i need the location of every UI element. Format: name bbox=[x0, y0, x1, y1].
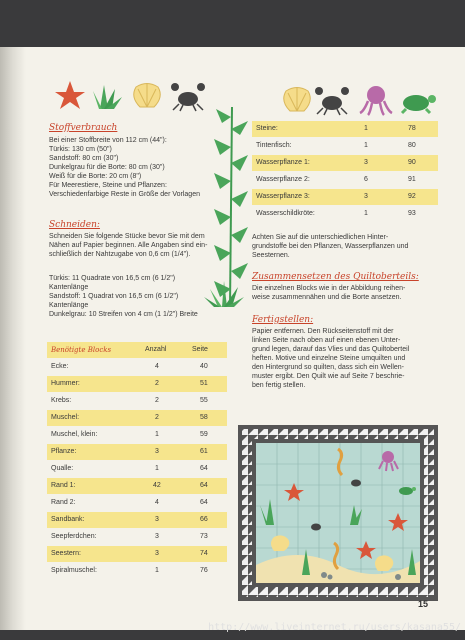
materials-line: Türkis: 130 cm (50") bbox=[49, 146, 112, 153]
block-page: 64 bbox=[200, 499, 208, 506]
block-name: Seepferdchen: bbox=[51, 533, 97, 540]
block-count: 1 bbox=[155, 567, 159, 574]
table-row bbox=[47, 359, 227, 375]
block-count: 3 bbox=[155, 448, 159, 455]
header-page: Seite bbox=[192, 346, 208, 353]
table-row bbox=[47, 529, 227, 545]
block-count: 3 bbox=[364, 159, 368, 166]
block-count: 4 bbox=[155, 363, 159, 370]
cutting-detail-line: Sandstoff: 1 Quadrat von 16,5 cm (6 1/2") bbox=[49, 293, 179, 300]
table-row bbox=[47, 410, 227, 426]
block-name: Spiralmuschel: bbox=[51, 567, 97, 574]
block-page: 64 bbox=[200, 465, 208, 472]
materials-line: Bei einer Stoffbreite von 112 cm (44"): bbox=[49, 137, 167, 144]
table-row bbox=[47, 461, 227, 477]
cutting-intro-line: schließlich der Nahtzugabe von 0,6 cm (1/4"). bbox=[49, 251, 191, 258]
motif-row-left bbox=[52, 77, 212, 113]
block-count: 3 bbox=[155, 533, 159, 540]
block-name: Tintenfisch: bbox=[256, 142, 292, 149]
materials-line: Für Meerestiere, Steine und Pflanzen: bbox=[49, 182, 167, 189]
block-page: 91 bbox=[408, 176, 416, 183]
finishing-heading: Fertigstellen: bbox=[252, 315, 314, 325]
block-page: 93 bbox=[408, 210, 416, 217]
block-count: 2 bbox=[155, 380, 159, 387]
quilt-illustration bbox=[238, 425, 438, 601]
finishing-line: ben fertig stellen. bbox=[252, 382, 306, 389]
page-number: 15 bbox=[418, 599, 429, 609]
block-name: Ecke: bbox=[51, 363, 69, 370]
materials-line: Sandstoff: 80 cm (30") bbox=[49, 155, 119, 162]
table-row bbox=[47, 444, 227, 460]
cutting-details bbox=[49, 274, 198, 319]
small-plant-icon bbox=[204, 275, 244, 307]
block-name: Seestern: bbox=[51, 550, 81, 557]
block-count: 3 bbox=[364, 193, 368, 200]
table-row bbox=[47, 376, 227, 392]
assembly-text bbox=[252, 284, 405, 302]
materials-list bbox=[49, 136, 200, 199]
table-row bbox=[252, 172, 438, 188]
block-page: 78 bbox=[408, 125, 416, 132]
table-row bbox=[47, 546, 227, 562]
table-row bbox=[47, 393, 227, 409]
table-row bbox=[47, 563, 227, 579]
note-line: Seesternen. bbox=[252, 252, 290, 259]
block-count: 1 bbox=[155, 465, 159, 472]
finishing-line: linken Seite nach oben auf einen ebenen Unter- bbox=[252, 337, 401, 344]
block-count: 6 bbox=[364, 176, 368, 183]
watermark-url: http://www.liveinternet.ru/users/kasana55/ bbox=[208, 622, 461, 633]
block-page: 51 bbox=[200, 380, 208, 387]
block-name: Wasserpflanze 3: bbox=[256, 193, 310, 200]
block-name: Muschel: bbox=[51, 414, 80, 421]
block-name: Wasserpflanze 2: bbox=[256, 176, 310, 183]
table-row bbox=[252, 189, 438, 205]
block-count: 3 bbox=[155, 516, 159, 523]
block-name: Sandbank: bbox=[51, 516, 85, 523]
block-name: Wasserpflanze 1: bbox=[256, 159, 310, 166]
starfish-icon bbox=[55, 81, 85, 109]
block-count: 4 bbox=[155, 499, 159, 506]
cutting-detail-line: Türkis: 11 Quadrate von 16,5 cm (6 1/2") bbox=[49, 275, 176, 282]
block-page: 55 bbox=[200, 397, 208, 404]
block-name: Steine: bbox=[256, 125, 278, 132]
materials-line: Verschiedenfarbige Reste in Größe der Vorlagen bbox=[49, 191, 200, 198]
block-page: 90 bbox=[408, 159, 416, 166]
block-page: 92 bbox=[408, 193, 416, 200]
table-row bbox=[47, 478, 227, 494]
shell-icon bbox=[284, 87, 311, 111]
table-row bbox=[47, 512, 227, 528]
block-page: 73 bbox=[200, 533, 208, 540]
blocks-table-continued bbox=[252, 121, 438, 225]
assembly-heading: Zusammensetzen des Quiltoberteils: bbox=[252, 272, 419, 282]
cutting-detail-line: Dunkelgrau: 10 Streifen von 4 cm (1 1/2") Breite bbox=[49, 311, 198, 318]
block-count: 1 bbox=[364, 142, 368, 149]
assembly-line: weise zusammennähen und die Borte ansetzen. bbox=[252, 294, 402, 301]
block-page: 59 bbox=[200, 431, 208, 438]
blocks-table-header bbox=[47, 342, 227, 358]
block-count: 1 bbox=[364, 210, 368, 217]
shell-icon bbox=[134, 83, 161, 107]
block-page: 66 bbox=[200, 516, 208, 523]
cutting-heading: Schneiden: bbox=[49, 220, 100, 230]
block-name: Pflanze: bbox=[51, 448, 77, 455]
header-blocks: Benötigte Blocks bbox=[51, 346, 112, 354]
octopus-icon bbox=[360, 86, 392, 115]
book-page bbox=[0, 47, 465, 630]
block-name: Rand 1: bbox=[51, 482, 76, 489]
crab-icon bbox=[171, 83, 205, 111]
finishing-line: den Hintergrund so quilten, dass sich ein Wellen- bbox=[252, 364, 405, 371]
cutting-detail-line: Kantenlänge bbox=[49, 302, 89, 309]
materials-heading: Stoffverbrauch bbox=[49, 123, 118, 133]
cutting-intro-line: Nähen auf Papier beginnen. Alle Angaben sind ein- bbox=[49, 242, 208, 249]
background-note bbox=[252, 233, 408, 260]
note-line: Achten Sie auf die unterschiedlichen Hinter- bbox=[252, 234, 389, 241]
materials-line: Dunkelgrau für die Borte: 80 cm (30") bbox=[49, 164, 165, 171]
block-count: 2 bbox=[155, 414, 159, 421]
block-count: 42 bbox=[153, 482, 161, 489]
cutting-intro bbox=[49, 232, 207, 259]
finishing-line: muster ergibt. Den Quilt wie auf Seite 7 beschrie- bbox=[252, 373, 405, 380]
turtle-icon bbox=[402, 95, 436, 113]
table-row bbox=[252, 121, 438, 137]
block-page: 80 bbox=[408, 142, 416, 149]
block-count: 2 bbox=[155, 397, 159, 404]
table-row bbox=[252, 155, 438, 171]
block-count: 3 bbox=[155, 550, 159, 557]
block-page: 40 bbox=[200, 363, 208, 370]
motif-row-right bbox=[280, 83, 440, 117]
crab-icon bbox=[315, 87, 349, 115]
seaweed-plant-icon bbox=[93, 85, 122, 109]
materials-line: Weiß für die Borte: 20 cm (8") bbox=[49, 173, 142, 180]
book-spine bbox=[0, 47, 26, 630]
block-page: 58 bbox=[200, 414, 208, 421]
table-row bbox=[47, 427, 227, 443]
block-name: Hummer: bbox=[51, 380, 80, 387]
block-count: 1 bbox=[155, 431, 159, 438]
watermark-bar bbox=[0, 622, 465, 640]
block-name: Qualle: bbox=[51, 465, 74, 472]
finishing-text bbox=[252, 327, 409, 390]
block-page: 76 bbox=[200, 567, 208, 574]
block-name: Krebs: bbox=[51, 397, 72, 404]
finishing-line: Papier entfernen. Den Rückseitenstoff mit der bbox=[252, 328, 394, 335]
block-name: Muschel, klein: bbox=[51, 431, 98, 438]
cutting-intro-line: Schneiden Sie folgende Stücke bevor Sie mit dem bbox=[49, 233, 205, 240]
block-page: 61 bbox=[200, 448, 208, 455]
block-count: 1 bbox=[364, 125, 368, 132]
finishing-line: grund legen, darauf das Vlies und das Quiltoberteil bbox=[252, 346, 410, 353]
assembly-line: Die einzelnen Blocks wie in der Abbildung reihen- bbox=[252, 285, 406, 292]
header-count: Anzahl bbox=[145, 346, 167, 353]
block-name: Rand 2: bbox=[51, 499, 76, 506]
cutting-detail-line: Kantenlänge bbox=[49, 284, 89, 291]
block-name: Wasserschildkröte: bbox=[256, 210, 315, 217]
note-line: grundstoffe bei den Pflanzen, Wasserpflanzen und bbox=[252, 243, 409, 250]
table-row bbox=[252, 138, 438, 154]
table-row bbox=[252, 206, 438, 222]
table-row bbox=[47, 495, 227, 511]
finishing-line: heften. Motive und einzelne Steine umquilten und bbox=[252, 355, 406, 362]
blocks-table bbox=[47, 342, 227, 582]
block-page: 64 bbox=[200, 482, 208, 489]
block-page: 74 bbox=[200, 550, 208, 557]
